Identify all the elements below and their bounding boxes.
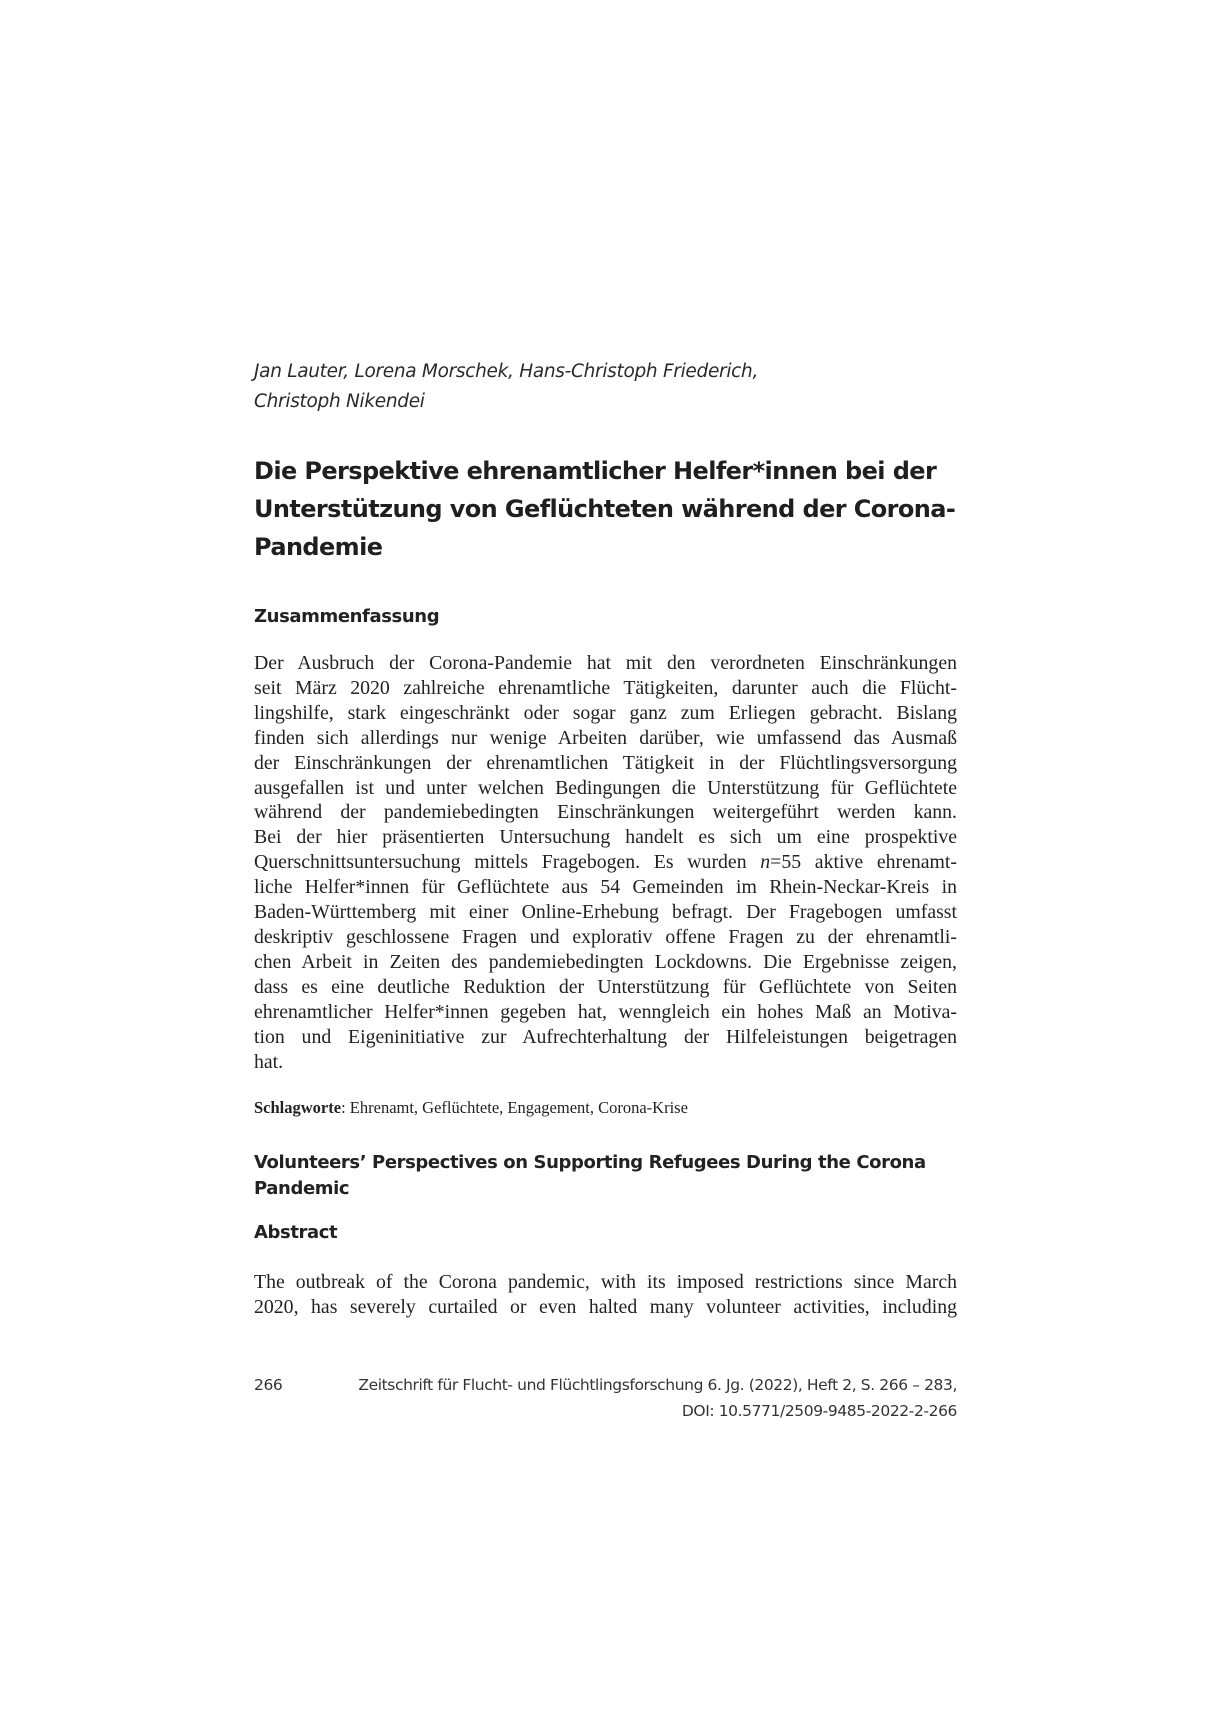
text-line: ausgefallen ist und unter welchen Bedingungen die Unterstützung für Geflüchtete [254, 776, 957, 799]
article-title [254, 452, 957, 566]
sample-size-variable: n [760, 851, 771, 874]
text-line: seit März 2020 zahlreiche ehrenamtliche Tätigkeiten, darunter auch die Flücht- [254, 676, 957, 699]
text-line: finden sich allerdings nur wenige Arbeiten darüber, wie umfassend das Ausmaß [254, 726, 957, 749]
text-line: Querschnittsuntersuchung mittels Fragebogen. Es wurden n=55 aktive ehrenamt- [254, 851, 957, 874]
text-line: chen Arbeit in Zeiten des pandemiebedingten Lockdowns. Die Ergebnisse zeigen, [254, 950, 957, 973]
text-line: während der pandemiebedingten Einschränkungen weitergeführt werden kann. [254, 801, 957, 824]
title-line: Unterstützung von Geflüchteten während der Corona- [254, 495, 956, 523]
author-list [254, 357, 957, 417]
zusammenfassung-heading: Zusammenfassung [254, 606, 440, 627]
journal-citation [337, 1372, 957, 1424]
authors-line-1: Jan Lauter, Lorena Morschek, Hans-Christoph Friederich, [254, 361, 759, 382]
text-line: Baden-Württemberg mit einer Online-Erhebung befragt. Der Fragebogen umfasst [254, 901, 957, 924]
text-line: Bei der hier präsentierten Untersuchung handelt es sich um eine prospektive [254, 826, 957, 849]
doi: DOI: 10.5771/2509-9485-2022-2-266 [681, 1402, 957, 1420]
abstract-heading: Abstract [254, 1222, 338, 1243]
text-line: tion und Eigeninitiative zur Aufrechterhaltung der Hilfeleistungen beigetragen [254, 1025, 957, 1048]
page-number: 266 [254, 1376, 283, 1394]
title-line: Pandemie [254, 533, 383, 561]
text-line: ehrenamtlicher Helfer*innen gegeben hat, wenngleich ein hohes Maß an Motiva- [254, 1000, 957, 1023]
journal-citation-line: Zeitschrift für Flucht- und Flüchtlingsforschung 6. Jg. (2022), Heft 2, S. 266 – 283, [358, 1376, 957, 1394]
keywords-separator: : [341, 1098, 350, 1117]
text-line: deskriptiv geschlossene Fragen und explorativ offene Fragen zu der ehrenamtli- [254, 925, 957, 948]
english-title-line: Volunteers’ Perspectives on Supporting Refugees During the Corona [254, 1152, 926, 1173]
text-line: der Einschränkungen der ehrenamtlichen Tätigkeit in der Flüchtlingsversorgung [254, 751, 957, 774]
keywords-label: Schlagworte [254, 1098, 342, 1117]
text-line: hat. [254, 1050, 284, 1073]
text-line: Der Ausbruch der Corona-Pandemie hat mit den verordneten Einschränkungen [254, 652, 957, 674]
text-line: 2020, has severely curtailed or even halted many volunteer activities, including [254, 1295, 957, 1318]
title-line: Die Perspektive ehrenamtlicher Helfer*innen bei der [254, 457, 937, 485]
keywords [254, 1097, 957, 1119]
text-line: The outbreak of the Corona pandemic, with its imposed restrictions since March [254, 1271, 957, 1293]
text-line: lingshilfe, stark eingeschränkt oder sogar ganz zum Erliegen gebracht. Bislang [254, 701, 957, 724]
authors-line-2: Christoph Nikendei [254, 391, 425, 412]
zusammenfassung-body [254, 651, 957, 1074]
text-line: liche Helfer*innen für Geflüchtete aus 54 Gemeinden im Rhein-Neckar-Kreis in [254, 876, 957, 899]
english-title-line: Pandemic [254, 1178, 350, 1199]
keywords-values: Ehrenamt, Geflüchtete, Engagement, Corona-Krise [349, 1098, 688, 1117]
text-line: dass es eine deutliche Reduktion der Unterstützung für Geflüchtete von Seiten [254, 975, 957, 998]
abstract-body [254, 1270, 957, 1320]
english-title [254, 1150, 957, 1202]
